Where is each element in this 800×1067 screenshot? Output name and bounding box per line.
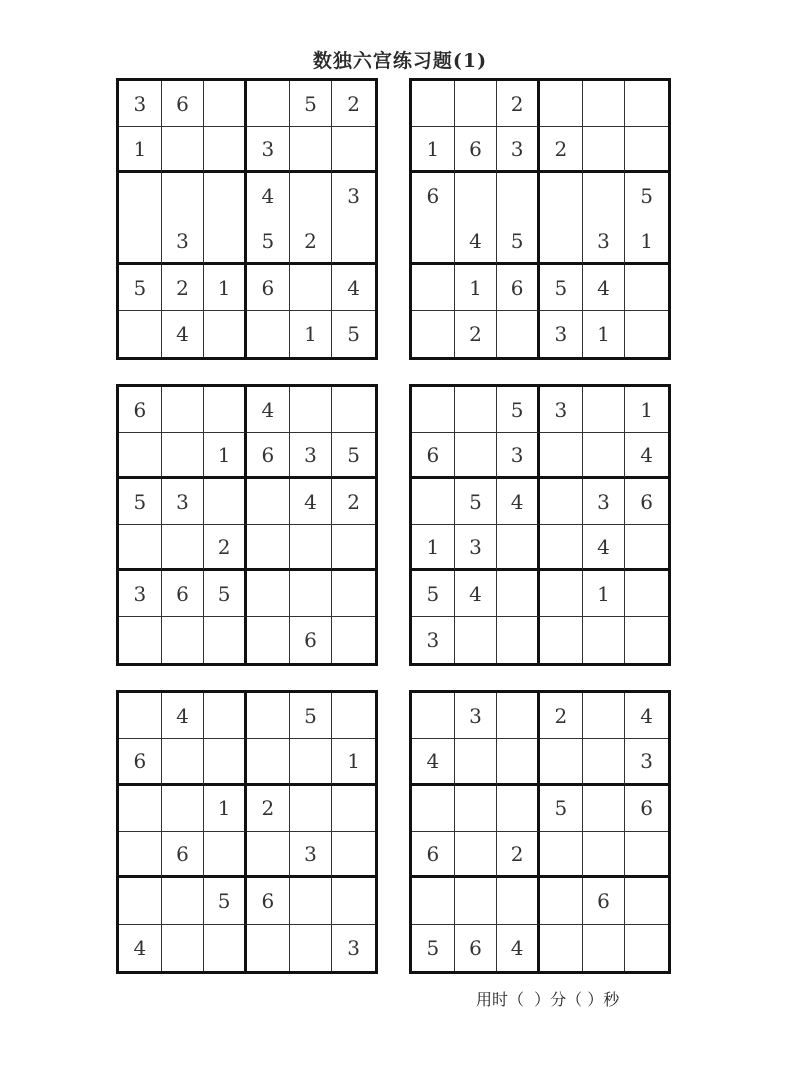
empty-cell[interactable] bbox=[162, 173, 205, 219]
empty-cell[interactable] bbox=[583, 617, 626, 663]
given-number-cell: 2 bbox=[290, 219, 333, 265]
given-number-cell: 6 bbox=[583, 878, 626, 924]
empty-cell[interactable] bbox=[540, 433, 583, 479]
given-number-cell: 4 bbox=[497, 925, 540, 971]
empty-cell[interactable] bbox=[455, 433, 498, 479]
empty-cell[interactable] bbox=[455, 81, 498, 127]
empty-cell[interactable] bbox=[204, 387, 247, 433]
empty-cell[interactable] bbox=[540, 173, 583, 219]
sudoku-grid-5 bbox=[116, 690, 378, 974]
empty-cell[interactable] bbox=[412, 311, 455, 357]
empty-cell[interactable] bbox=[332, 786, 375, 832]
empty-cell[interactable] bbox=[247, 832, 290, 878]
empty-cell[interactable] bbox=[332, 219, 375, 265]
empty-cell[interactable] bbox=[625, 832, 668, 878]
empty-cell[interactable] bbox=[625, 571, 668, 617]
empty-cell[interactable] bbox=[119, 617, 162, 663]
given-number-cell: 5 bbox=[455, 479, 498, 525]
empty-cell[interactable] bbox=[583, 433, 626, 479]
empty-cell[interactable] bbox=[583, 693, 626, 739]
empty-cell[interactable] bbox=[204, 739, 247, 785]
given-number-cell: 5 bbox=[204, 571, 247, 617]
given-number-cell: 5 bbox=[540, 265, 583, 311]
given-number-cell: 4 bbox=[162, 311, 205, 357]
empty-cell[interactable] bbox=[625, 311, 668, 357]
given-number-cell: 5 bbox=[119, 479, 162, 525]
empty-cell[interactable] bbox=[497, 571, 540, 617]
empty-cell[interactable] bbox=[540, 617, 583, 663]
empty-cell[interactable] bbox=[455, 878, 498, 924]
empty-cell[interactable] bbox=[455, 786, 498, 832]
empty-cell[interactable] bbox=[290, 265, 333, 311]
empty-cell[interactable] bbox=[247, 311, 290, 357]
empty-cell[interactable] bbox=[290, 571, 333, 617]
given-number-cell: 5 bbox=[412, 571, 455, 617]
empty-cell[interactable] bbox=[204, 617, 247, 663]
given-number-cell: 6 bbox=[412, 433, 455, 479]
empty-cell[interactable] bbox=[583, 387, 626, 433]
given-number-cell: 1 bbox=[412, 525, 455, 571]
given-number-cell: 5 bbox=[290, 693, 333, 739]
given-number-cell: 3 bbox=[347, 184, 361, 208]
given-number-cell: 5 bbox=[497, 387, 540, 433]
given-number-cell: 5 bbox=[290, 81, 333, 127]
empty-cell[interactable] bbox=[625, 878, 668, 924]
given-number-cell: 4 bbox=[497, 479, 540, 525]
given-number-cell: 2 bbox=[497, 81, 540, 127]
empty-cell[interactable] bbox=[583, 739, 626, 785]
given-number-cell: 1 bbox=[119, 127, 162, 173]
empty-cell[interactable] bbox=[497, 786, 540, 832]
empty-cell[interactable] bbox=[412, 387, 455, 433]
given-number-cell: 6 bbox=[162, 832, 205, 878]
empty-cell[interactable] bbox=[247, 925, 290, 971]
empty-cell[interactable] bbox=[119, 173, 162, 219]
empty-cell[interactable] bbox=[162, 739, 205, 785]
worksheet-title: 数独六宫练习题(1) bbox=[312, 50, 488, 72]
empty-cell[interactable] bbox=[540, 739, 583, 785]
empty-cell[interactable] bbox=[290, 173, 333, 219]
empty-cell[interactable] bbox=[290, 525, 333, 571]
given-number-cell: 6 bbox=[412, 173, 455, 219]
empty-cell[interactable] bbox=[247, 617, 290, 663]
empty-cell[interactable] bbox=[540, 479, 583, 525]
empty-cell[interactable] bbox=[204, 127, 247, 173]
empty-cell[interactable] bbox=[412, 81, 455, 127]
empty-cell[interactable] bbox=[247, 525, 290, 571]
empty-cell[interactable] bbox=[247, 571, 290, 617]
empty-cell[interactable] bbox=[540, 525, 583, 571]
empty-cell[interactable] bbox=[412, 693, 455, 739]
given-number-cell: 2 bbox=[247, 786, 290, 832]
empty-cell[interactable] bbox=[290, 127, 333, 173]
empty-cell[interactable] bbox=[247, 479, 290, 525]
given-number-cell: 3 bbox=[497, 433, 540, 479]
given-number-cell: 1 bbox=[290, 311, 333, 357]
given-number-cell: 4 bbox=[625, 693, 668, 739]
empty-cell[interactable] bbox=[497, 525, 540, 571]
empty-cell[interactable] bbox=[540, 571, 583, 617]
empty-cell[interactable] bbox=[332, 617, 375, 663]
given-number-cell: 3 bbox=[347, 935, 361, 960]
empty-cell[interactable] bbox=[247, 81, 290, 127]
given-number-cell: 1 bbox=[412, 127, 455, 173]
empty-cell[interactable] bbox=[583, 127, 626, 173]
given-number-cell: 4 bbox=[625, 433, 668, 479]
given-number-cell: 6 bbox=[497, 265, 540, 311]
empty-cell[interactable] bbox=[332, 571, 375, 617]
given-number-cell: 1 bbox=[625, 219, 668, 265]
empty-cell[interactable] bbox=[497, 173, 540, 219]
given-number-cell: 6 bbox=[247, 433, 290, 479]
empty-cell[interactable] bbox=[204, 925, 247, 971]
given-number-cell: 4 bbox=[455, 219, 498, 265]
empty-cell[interactable] bbox=[540, 219, 583, 265]
given-number-cell: 5 bbox=[540, 786, 583, 832]
given-number-cell: 3 bbox=[412, 617, 455, 663]
given-number-cell: 5 bbox=[204, 878, 247, 924]
given-number-cell: 3 bbox=[247, 127, 290, 173]
empty-cell[interactable] bbox=[332, 693, 375, 739]
empty-cell[interactable] bbox=[540, 832, 583, 878]
empty-cell[interactable] bbox=[455, 739, 498, 785]
empty-cell[interactable] bbox=[625, 127, 668, 173]
empty-cell[interactable] bbox=[119, 219, 162, 265]
empty-cell[interactable] bbox=[162, 127, 205, 173]
given-number-cell: 3 bbox=[290, 832, 333, 878]
empty-cell[interactable] bbox=[204, 81, 247, 127]
empty-cell[interactable] bbox=[332, 832, 375, 878]
empty-cell[interactable] bbox=[497, 739, 540, 785]
empty-cell[interactable] bbox=[412, 786, 455, 832]
empty-cell[interactable] bbox=[625, 525, 668, 571]
given-number-cell: 2 bbox=[455, 311, 498, 357]
empty-cell[interactable] bbox=[625, 617, 668, 663]
given-number-cell: 4 bbox=[583, 525, 626, 571]
empty-cell[interactable] bbox=[119, 693, 162, 739]
empty-cell[interactable] bbox=[162, 925, 205, 971]
given-number-cell: 3 bbox=[625, 739, 668, 785]
empty-cell[interactable] bbox=[204, 832, 247, 878]
given-number-cell: 1 bbox=[204, 265, 247, 311]
sudoku-grid-6 bbox=[409, 690, 671, 974]
given-number-cell: 2 bbox=[540, 127, 583, 173]
empty-cell[interactable] bbox=[162, 433, 205, 479]
empty-cell[interactable] bbox=[625, 81, 668, 127]
given-number-cell: 6 bbox=[412, 832, 455, 878]
empty-cell[interactable] bbox=[583, 786, 626, 832]
empty-cell[interactable] bbox=[540, 878, 583, 924]
given-number-cell: 1 bbox=[583, 571, 626, 617]
given-number-cell: 3 bbox=[583, 479, 626, 525]
given-number-cell: 3 bbox=[119, 81, 162, 127]
given-number-cell: 4 bbox=[412, 739, 455, 785]
empty-cell[interactable] bbox=[625, 925, 668, 971]
empty-cell[interactable] bbox=[412, 219, 455, 265]
given-number-cell: 5 bbox=[247, 219, 290, 265]
given-number-cell: 5 bbox=[347, 322, 361, 346]
given-number-cell: 3 bbox=[583, 219, 626, 265]
empty-cell[interactable] bbox=[162, 617, 205, 663]
given-number-cell: 5 bbox=[119, 265, 162, 311]
empty-cell[interactable] bbox=[119, 433, 162, 479]
given-number-cell: 3 bbox=[497, 127, 540, 173]
given-number-cell: 6 bbox=[455, 127, 498, 173]
empty-cell[interactable] bbox=[583, 925, 626, 971]
given-number-cell: 6 bbox=[625, 479, 668, 525]
given-number-cell: 3 bbox=[455, 525, 498, 571]
empty-cell[interactable] bbox=[455, 832, 498, 878]
empty-cell[interactable] bbox=[332, 878, 375, 924]
given-number-cell: 4 bbox=[247, 387, 290, 433]
given-number-cell: 3 bbox=[540, 311, 583, 357]
given-number-cell: 3 bbox=[290, 433, 333, 479]
empty-cell[interactable] bbox=[247, 739, 290, 785]
given-number-cell: 6 bbox=[290, 617, 333, 663]
given-number-cell: 4 bbox=[455, 571, 498, 617]
given-number-cell: 1 bbox=[455, 265, 498, 311]
sudoku-grid-1 bbox=[116, 78, 378, 360]
given-number-cell: 6 bbox=[119, 387, 162, 433]
empty-cell[interactable] bbox=[455, 617, 498, 663]
empty-cell[interactable] bbox=[119, 832, 162, 878]
empty-cell[interactable] bbox=[455, 387, 498, 433]
given-number-cell: 6 bbox=[162, 571, 205, 617]
empty-cell[interactable] bbox=[332, 127, 375, 173]
empty-cell[interactable] bbox=[497, 311, 540, 357]
empty-cell[interactable] bbox=[162, 387, 205, 433]
given-number-cell: 2 bbox=[497, 832, 540, 878]
empty-cell[interactable] bbox=[290, 786, 333, 832]
empty-cell[interactable] bbox=[204, 311, 247, 357]
given-number-cell: 3 bbox=[162, 479, 205, 525]
empty-cell[interactable] bbox=[162, 878, 205, 924]
empty-cell[interactable] bbox=[540, 81, 583, 127]
given-number-cell: 1 bbox=[583, 311, 626, 357]
given-number-cell: 2 bbox=[332, 479, 375, 525]
empty-cell[interactable] bbox=[540, 925, 583, 971]
given-number-cell: 3 bbox=[540, 387, 583, 433]
given-number-cell: 6 bbox=[625, 786, 668, 832]
empty-cell[interactable] bbox=[497, 693, 540, 739]
empty-cell[interactable] bbox=[290, 387, 333, 433]
given-number-cell: 2 bbox=[162, 265, 205, 311]
sudoku-grid-4 bbox=[409, 384, 671, 666]
empty-cell[interactable] bbox=[290, 878, 333, 924]
empty-cell[interactable] bbox=[119, 311, 162, 357]
given-number-cell: 2 bbox=[540, 693, 583, 739]
empty-cell[interactable] bbox=[204, 219, 247, 265]
empty-cell[interactable] bbox=[332, 525, 375, 571]
empty-cell[interactable] bbox=[497, 878, 540, 924]
empty-cell[interactable] bbox=[162, 525, 205, 571]
given-number-cell: 4 bbox=[332, 265, 375, 311]
given-number-cell: 3 bbox=[119, 571, 162, 617]
sudoku-grid-3 bbox=[116, 384, 378, 666]
empty-cell[interactable] bbox=[204, 173, 247, 219]
given-number-cell: 1 bbox=[204, 786, 247, 832]
empty-cell[interactable] bbox=[583, 832, 626, 878]
given-number-cell: 2 bbox=[332, 81, 375, 127]
given-number-cell: 6 bbox=[162, 81, 205, 127]
empty-cell[interactable] bbox=[412, 479, 455, 525]
given-number-cell: 5 bbox=[332, 433, 375, 479]
given-number-cell: 6 bbox=[247, 878, 290, 924]
given-number-cell: 4 bbox=[583, 265, 626, 311]
sudoku-grid-2 bbox=[409, 78, 671, 360]
given-number-cell: 4 bbox=[162, 693, 205, 739]
given-number-cell: 5 bbox=[640, 184, 654, 208]
empty-cell[interactable] bbox=[119, 786, 162, 832]
given-number-cell: 4 bbox=[119, 925, 162, 971]
given-number-cell: 4 bbox=[247, 173, 290, 219]
given-number-cell: 4 bbox=[290, 479, 333, 525]
empty-cell[interactable] bbox=[583, 81, 626, 127]
given-number-cell: 6 bbox=[119, 739, 162, 785]
empty-cell[interactable] bbox=[204, 693, 247, 739]
given-number-cell: 3 bbox=[455, 693, 498, 739]
time-spent-label: 用时（ ）分（ ）秒 bbox=[476, 990, 620, 1009]
empty-cell[interactable] bbox=[162, 786, 205, 832]
empty-cell[interactable] bbox=[455, 173, 498, 219]
empty-cell[interactable] bbox=[119, 878, 162, 924]
empty-cell[interactable] bbox=[412, 265, 455, 311]
empty-cell[interactable] bbox=[583, 173, 626, 219]
given-number-cell: 6 bbox=[455, 925, 498, 971]
given-number-cell: 2 bbox=[204, 525, 247, 571]
empty-cell[interactable] bbox=[497, 617, 540, 663]
empty-cell[interactable] bbox=[119, 525, 162, 571]
given-number-cell: 5 bbox=[497, 219, 540, 265]
empty-cell[interactable] bbox=[332, 387, 375, 433]
given-number-cell: 6 bbox=[247, 265, 290, 311]
given-number-cell: 3 bbox=[162, 219, 205, 265]
given-number-cell: 1 bbox=[332, 739, 375, 785]
empty-cell[interactable] bbox=[290, 925, 333, 971]
given-number-cell: 1 bbox=[625, 387, 668, 433]
empty-cell[interactable] bbox=[247, 693, 290, 739]
given-number-cell: 5 bbox=[412, 925, 455, 971]
given-number-cell: 1 bbox=[204, 433, 247, 479]
empty-cell[interactable] bbox=[625, 265, 668, 311]
empty-cell[interactable] bbox=[204, 479, 247, 525]
empty-cell[interactable] bbox=[290, 739, 333, 785]
empty-cell[interactable] bbox=[412, 878, 455, 924]
